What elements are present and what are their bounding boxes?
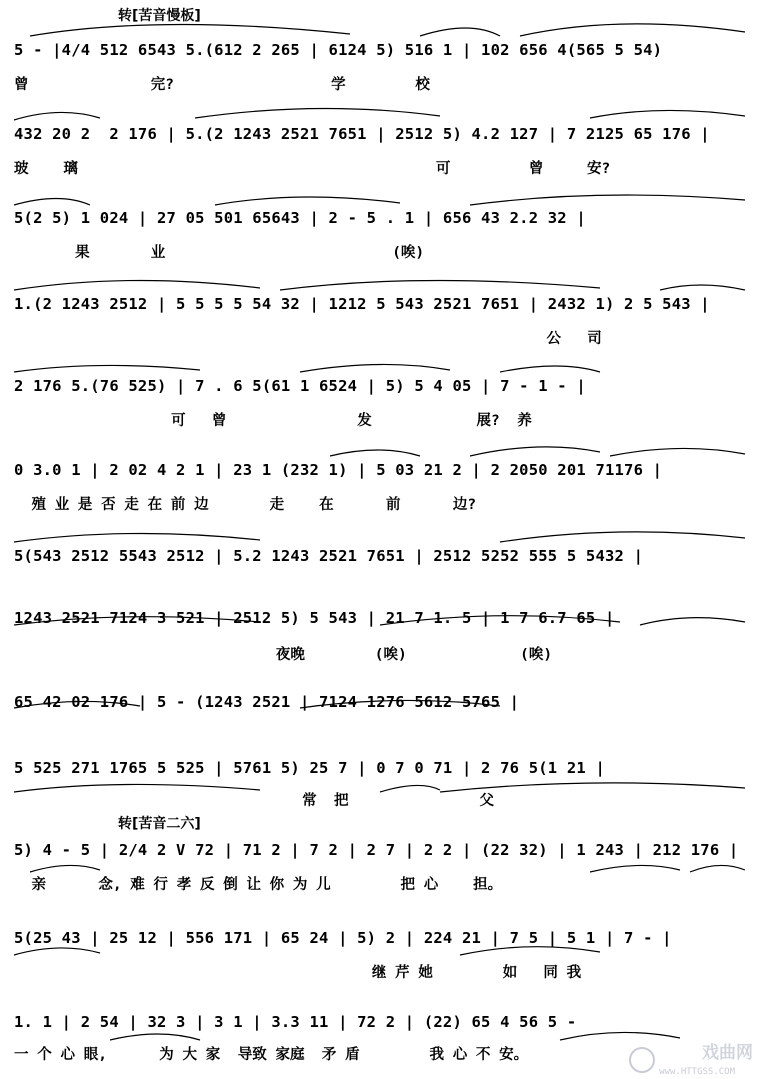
- notation-row-7: 5(543 2512 5543 2512 | 5.2 1243 2521 7651 | 2512 5252 555 5 5432 |: [14, 547, 644, 565]
- tune-change-mark-2: 转[苦音二六]: [118, 816, 201, 832]
- notation-row-13: 1. 1 | 2 54 | 32 3 | 3 1 | 3.3 11 | 72 2 | (22) 65 4 56 5 -: [14, 1013, 577, 1031]
- lyric-row-11: 亲 念, 难 行 孝 反 倒 让 你 为 儿 把 心 担。: [14, 877, 503, 893]
- notation-row-8: 1243 2521 7124 3 521 | 2512 5) 5 543 | 21 7 1. 5 | 1 7 6.7 65 |: [14, 609, 615, 627]
- lyric-row-2: 玻 璃 可 曾 安?: [14, 161, 611, 177]
- lyric-row-6: 殖 业 是 否 走 在 前 边 走 在 前 边?: [14, 497, 477, 513]
- notation-row-4: 1.(2 1243 2512 | 5 5 5 5 54 32 | 1212 5 543 2521 7651 | 2432 1) 2 5 543 |: [14, 295, 710, 313]
- watermark-brand: 戏曲网: [702, 1043, 753, 1063]
- notation-row-10: 5 525 271 1765 5 525 | 5761 5) 25 7 | 0 7 0 71 | 2 76 5(1 21 |: [14, 759, 605, 777]
- notation-row-1: 5 - |4/4 512 6543 5.(612 2 265 | 6124 5) 516 1 | 102 656 4(565 5 54): [14, 41, 663, 59]
- watermark-logo-icon: [629, 1047, 655, 1073]
- notation-row-6: 0 3.0 1 | 2 02 4 2 1 | 23 1 (232 1) | 5 03 21 2 | 2 2050 201 71176 |: [14, 461, 663, 479]
- notation-row-12: 5(25 43 | 25 12 | 556 171 | 65 24 | 5) 2 | 224 21 | 7 5 | 5 1 | 7 - |: [14, 929, 672, 947]
- watermark-url: www.HTTGSS.COM: [659, 1067, 735, 1077]
- lyric-row-13: 一 个 心 眼, 为 大 家 导致 家庭 矛 盾 我 心 不 安。: [14, 1047, 529, 1063]
- lyric-row-1: 曾 完? 学 校: [14, 77, 430, 93]
- notation-row-2: 432 20 2 2 176 | 5.(2 1243 2521 7651 | 2512 5) 4.2 127 | 7 2125 65 176 |: [14, 125, 710, 143]
- notation-row-11: 5) 4 - 5 | 2/4 2 V 72 | 71 2 | 7 2 | 2 7 | 2 2 | (22 32) | 1 243 | 212 176 |: [14, 841, 739, 859]
- lyric-row-12: 继 芹 她 如 同 我: [14, 965, 582, 981]
- lyric-row-4: 公 司: [14, 331, 602, 347]
- notation-row-3: 5(2 5) 1 024 | 27 05 501 65643 | 2 - 5 . 1 | 656 43 2.2 32 |: [14, 209, 586, 227]
- lyric-row-8: 夜晚 (唉) (唉): [14, 647, 553, 663]
- tune-change-mark: 转[苦音慢板]: [118, 8, 201, 24]
- lyric-row-10: 常 把 父: [14, 793, 494, 809]
- notation-row-5: 2 176 5.(76 525) | 7 . 6 5(61 1 6524 | 5) 5 4 05 | 7 - 1 - |: [14, 377, 586, 395]
- notation-row-9: 65 42 02 176 | 5 - (1243 2521 | 7124 1276 5612 5765 |: [14, 693, 520, 711]
- lyric-row-3: 果 业 (唉): [14, 245, 425, 261]
- lyric-row-5: 可 曾 发 展? 养: [14, 413, 532, 429]
